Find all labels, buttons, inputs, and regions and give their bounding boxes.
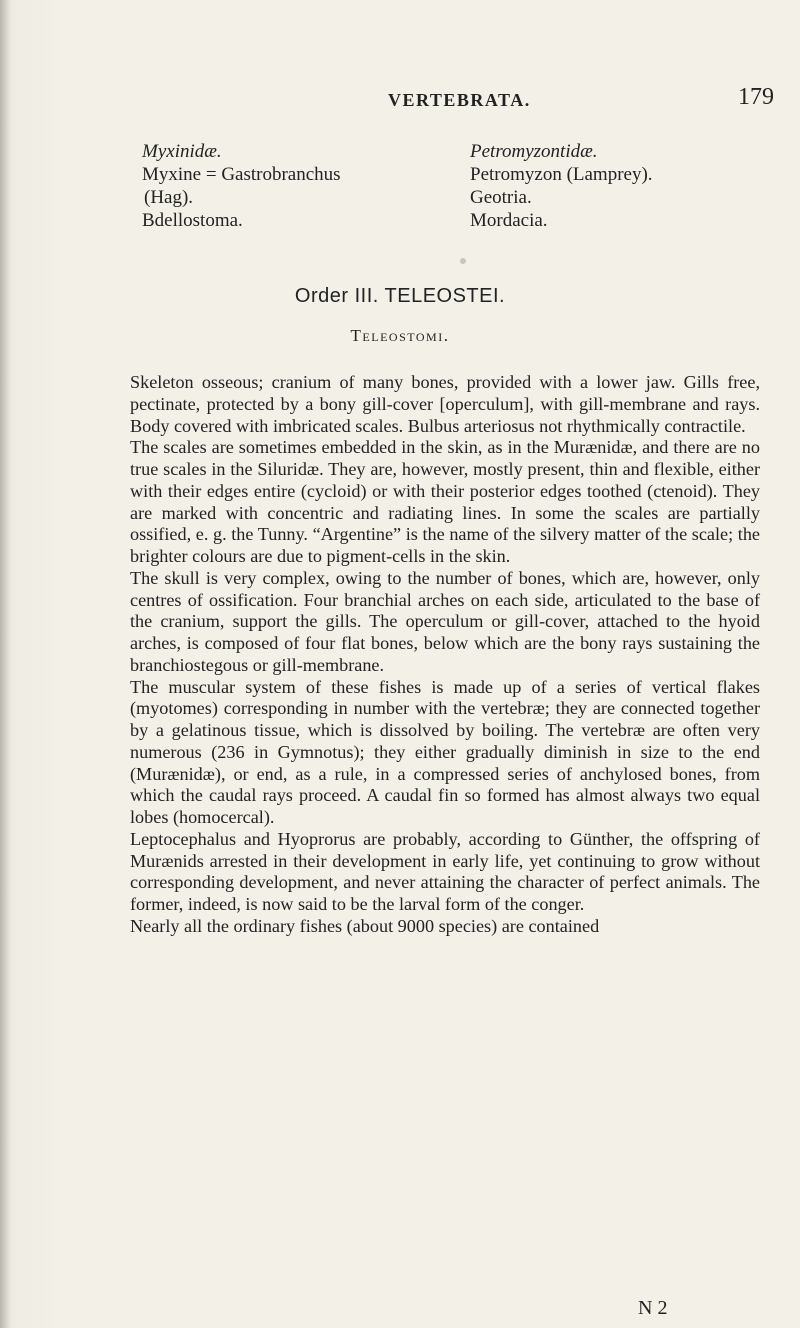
paragraph: The muscular system of these fishes is made up of a series of vertical flakes (myotomes) corresponding in number with the vertebræ; they are connected together by a gelatinous tissue, which is dissolved by boiling. The vertebræ are often very numerous (236 in Gymnotus); they either gradually diminish in size to the end (Murænidæ), or end, as a rule, in a compressed series of anchylosed bones, from which the caudal rays proceed. A caudal fin so formed has almost always two equal lobes (homocercal).: [130, 676, 760, 827]
family-list-petromyzontidae: [470, 140, 653, 232]
paragraph: Leptocephalus and Hyoprorus are probably, according to Günther, the offspring of Murænids arrested in their development in early life, yet continuing to grow without corresponding development, and never attaining the character of perfect animals. The former, indeed, is now said to be the larval form of the conger.: [130, 828, 760, 914]
genus-line: Geotria.: [470, 187, 532, 208]
paragraph: Skeleton osseous; cranium of many bones, provided with a lower jaw. Gills free, pectinate, protected by a bony gill-cover [operculum], with gill-membrane and rays. Body covered with imbricated scales. Bulbus arteriosus not rhythmically contractile.: [130, 372, 760, 436]
genus-line: Bdellostoma.: [142, 210, 243, 231]
family-heading: Petromyzontidæ.: [470, 141, 598, 162]
genus-line: Mordacia.: [470, 210, 548, 231]
genus-line: (Hag).: [144, 187, 194, 208]
paper-spot: [460, 258, 466, 264]
order-subheading: Teleostomi.: [350, 326, 450, 345]
genus-line: Myxine = Gastrobranchus: [142, 164, 341, 185]
body-text: [130, 372, 760, 938]
signature-mark: N 2: [638, 1297, 668, 1319]
running-head: VERTEBRATA.: [388, 90, 531, 110]
genus-line: Petromyzon (Lamprey).: [470, 164, 653, 185]
paragraph: Nearly all the ordinary fishes (about 9000 species) are contained: [130, 915, 600, 936]
family-heading: Myxinidæ.: [142, 141, 222, 162]
paragraph: The skull is very complex, owing to the number of bones, which are, however, only centres of ossification. Four branchial arches on each side, articulated to the base of the cranium, support the gills. The operculum or gill-cover, attached to the hyoid arches, is composed of four flat bones, below which are the bony rays sustaining the branchiostegous or gill-membrane.: [130, 567, 760, 675]
page-number: 179: [738, 84, 774, 110]
family-list-myxinidae: [142, 140, 341, 232]
paragraph: The scales are sometimes embedded in the skin, as in the Murænidæ, and there are no true scales in the Siluridæ. They are, however, mostly present, thin and flexible, either with their edges entire (cycloid) or with their posterior edges toothed (ctenoid). They are marked with concentric and radiating lines. In some the scales are partially ossified, e. g. the Tunny. “Argentine” is the name of the silvery matter of the scale; the brighter colours are due to pigment-cells in the skin.: [130, 437, 760, 566]
order-heading: Order III. TELEOSTEI.: [294, 285, 506, 307]
page-gutter-shadow: [0, 0, 10, 1328]
